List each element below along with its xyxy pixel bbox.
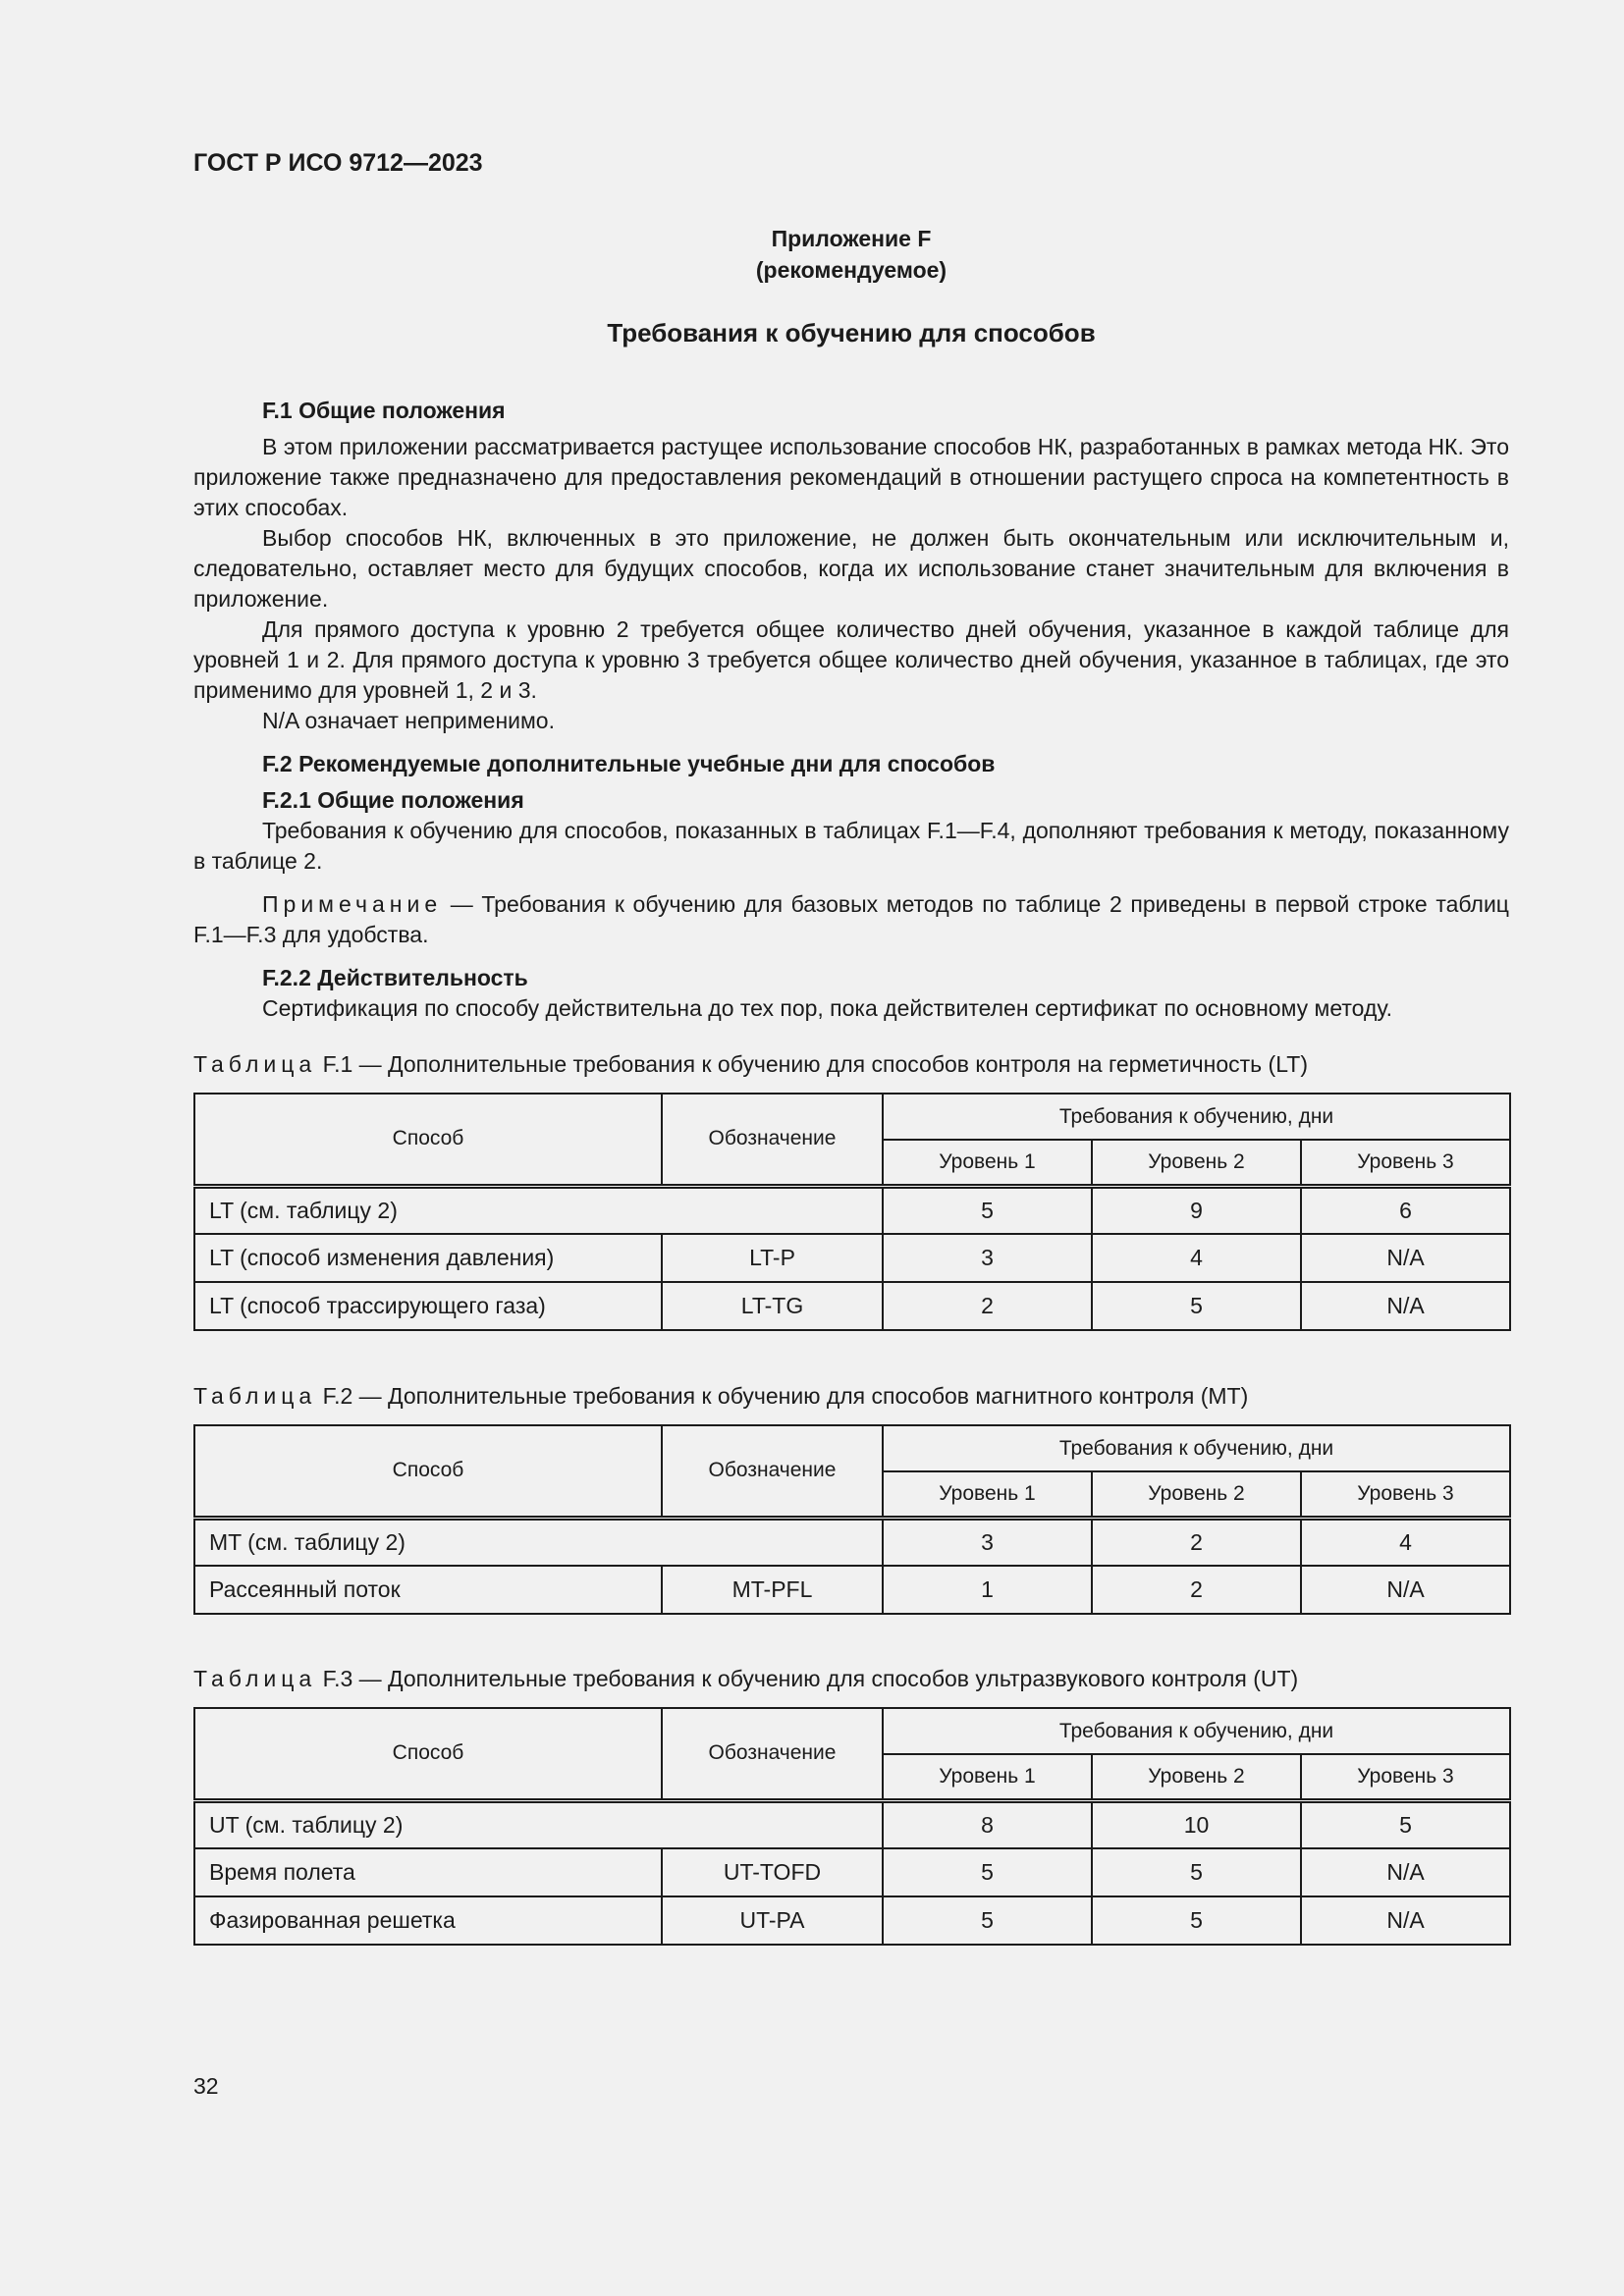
section-f2-2-heading: F.2.2 Действительность	[262, 965, 528, 990]
cell-level1: 2	[883, 1282, 1092, 1330]
cell-level3: 5	[1301, 1800, 1510, 1848]
table-caption	[193, 1383, 1248, 1410]
cell-level2: 2	[1092, 1566, 1301, 1614]
cell-method: LT (способ трассирующего газа)	[194, 1282, 662, 1330]
cell-level3: N/A	[1301, 1234, 1510, 1282]
cell-level1: 8	[883, 1800, 1092, 1848]
section-f2-1-heading: F.2.1 Общие положения	[262, 787, 524, 813]
cell-designation: MT-PFL	[662, 1566, 883, 1614]
cell-designation: LT-P	[662, 1234, 883, 1282]
annex-status: (рекомендуемое)	[755, 257, 947, 283]
column-header-level2: Уровень 2	[1092, 1140, 1301, 1186]
cell-level1: 3	[883, 1234, 1092, 1282]
cell-level2: 10	[1092, 1800, 1301, 1848]
cell-level2: 4	[1092, 1234, 1301, 1282]
table-caption-text: F.1 — Дополнительные требования к обучению для способов контроля на герметичность (LT)	[316, 1051, 1308, 1077]
column-header-level3: Уровень 3	[1301, 1140, 1510, 1186]
table-row	[194, 1518, 1510, 1566]
column-header-training: Требования к обучению, дни	[883, 1425, 1510, 1471]
table-row	[194, 1234, 1510, 1282]
column-header-method: Способ	[194, 1094, 662, 1186]
cell-method: LT (способ изменения давления)	[194, 1234, 662, 1282]
column-header-training: Требования к обучению, дни	[883, 1094, 1510, 1140]
cell-designation: UT-TOFD	[662, 1848, 883, 1896]
cell-method: UT (см. таблицу 2)	[194, 1800, 883, 1848]
cell-level3: N/A	[1301, 1282, 1510, 1330]
cell-level2: 5	[1092, 1896, 1301, 1945]
table-row	[194, 1848, 1510, 1896]
cell-level3: N/A	[1301, 1896, 1510, 1945]
note-text: — Требования к обучению для базовых методов по таблице 2 приведены в первой строке таблиц F.1—F.3 для удобства.	[193, 891, 1509, 947]
table-row	[194, 1282, 1510, 1330]
cell-designation: UT-PA	[662, 1896, 883, 1945]
page-number: 32	[193, 2073, 219, 2099]
cell-method: Фазированная решетка	[194, 1896, 662, 1945]
column-header-level3: Уровень 3	[1301, 1471, 1510, 1518]
table-caption	[193, 1666, 1298, 1692]
cell-method: MT (см. таблицу 2)	[194, 1518, 883, 1566]
note	[193, 889, 1509, 950]
annex-title: Требования к обучению для способов	[607, 318, 1096, 347]
column-header-designation: Обозначение	[662, 1094, 883, 1186]
column-header-level1: Уровень 1	[883, 1140, 1092, 1186]
table-caption-label: Таблица	[193, 1666, 317, 1691]
section-f1	[193, 396, 1509, 736]
cell-method: Рассеянный поток	[194, 1566, 662, 1614]
table-caption	[193, 1051, 1308, 1078]
table-caption-text: F.3 — Дополнительные требования к обучению для способов ультразвукового контроля (UT)	[316, 1666, 1299, 1691]
table-row	[194, 1186, 1510, 1234]
cell-method: LT (см. таблицу 2)	[194, 1186, 883, 1234]
table-f2	[193, 1424, 1511, 1615]
column-header-method: Способ	[194, 1425, 662, 1518]
standard-designation: ГОСТ Р ИСО 9712—2023	[193, 149, 483, 177]
table-caption-text: F.2 — Дополнительные требования к обучению для способов магнитного контроля (MT)	[316, 1383, 1249, 1409]
column-header-level2: Уровень 2	[1092, 1471, 1301, 1518]
paragraph: Сертификация по способу действительна до тех пор, пока действителен сертификат по основному методу.	[262, 995, 1392, 1021]
cell-designation: LT-TG	[662, 1282, 883, 1330]
annex-label: Приложение F	[771, 226, 932, 251]
cell-level2: 5	[1092, 1282, 1301, 1330]
cell-level3: N/A	[1301, 1566, 1510, 1614]
cell-level3: 4	[1301, 1518, 1510, 1566]
column-header-training: Требования к обучению, дни	[883, 1708, 1510, 1754]
cell-level3: N/A	[1301, 1848, 1510, 1896]
paragraph: Выбор способов НК, включенных в это приложение, не должен быть окончательным или исключительным и, следовательно, оставляет место для будущих способов, когда их использование станет значительным для включения в приложение.	[193, 525, 1509, 612]
section-f1-heading: F.1 Общие положения	[262, 398, 506, 423]
cell-level1: 3	[883, 1518, 1092, 1566]
column-header-level1: Уровень 1	[883, 1754, 1092, 1800]
table-row	[194, 1566, 1510, 1614]
column-header-level1: Уровень 1	[883, 1471, 1092, 1518]
table-caption-label: Таблица	[193, 1051, 317, 1077]
cell-level1: 1	[883, 1566, 1092, 1614]
column-header-level3: Уровень 3	[1301, 1754, 1510, 1800]
paragraph: Для прямого доступа к уровню 2 требуется общее количество дней обучения, указанное в каждой таблице для уровней 1 и 2. Для прямого доступа к уровню 3 требуется общее количество дней обучения, указанное в таблицах, где это применимо для уровней 1, 2 и 3.	[193, 616, 1509, 703]
cell-level3: 6	[1301, 1186, 1510, 1234]
cell-level2: 2	[1092, 1518, 1301, 1566]
section-f2	[193, 749, 1509, 1024]
cell-level2: 9	[1092, 1186, 1301, 1234]
column-header-method: Способ	[194, 1708, 662, 1800]
column-header-level2: Уровень 2	[1092, 1754, 1301, 1800]
paragraph: N/A означает неприменимо.	[262, 708, 555, 733]
note-label: Примечание	[262, 891, 443, 917]
cell-method: Время полета	[194, 1848, 662, 1896]
table-f3	[193, 1707, 1511, 1946]
column-header-designation: Обозначение	[662, 1425, 883, 1518]
table-caption-label: Таблица	[193, 1383, 317, 1409]
column-header-designation: Обозначение	[662, 1708, 883, 1800]
table-row	[194, 1800, 1510, 1848]
cell-level1: 5	[883, 1848, 1092, 1896]
table-f1	[193, 1093, 1511, 1331]
cell-level1: 5	[883, 1896, 1092, 1945]
paragraph: Требования к обучению для способов, показанных в таблицах F.1—F.4, дополняют требования к методу, показанному в таблице 2.	[193, 818, 1509, 874]
cell-level2: 5	[1092, 1848, 1301, 1896]
table-row	[194, 1896, 1510, 1945]
cell-level1: 5	[883, 1186, 1092, 1234]
paragraph: В этом приложении рассматривается растущее использование способов НК, разработанных в рамках метода НК. Это приложение также предназначено для предоставления рекомендаций в отношении растущего спроса на компетентность в этих способах.	[193, 434, 1509, 520]
section-f2-heading: F.2 Рекомендуемые дополнительные учебные дни для способов	[262, 751, 996, 776]
